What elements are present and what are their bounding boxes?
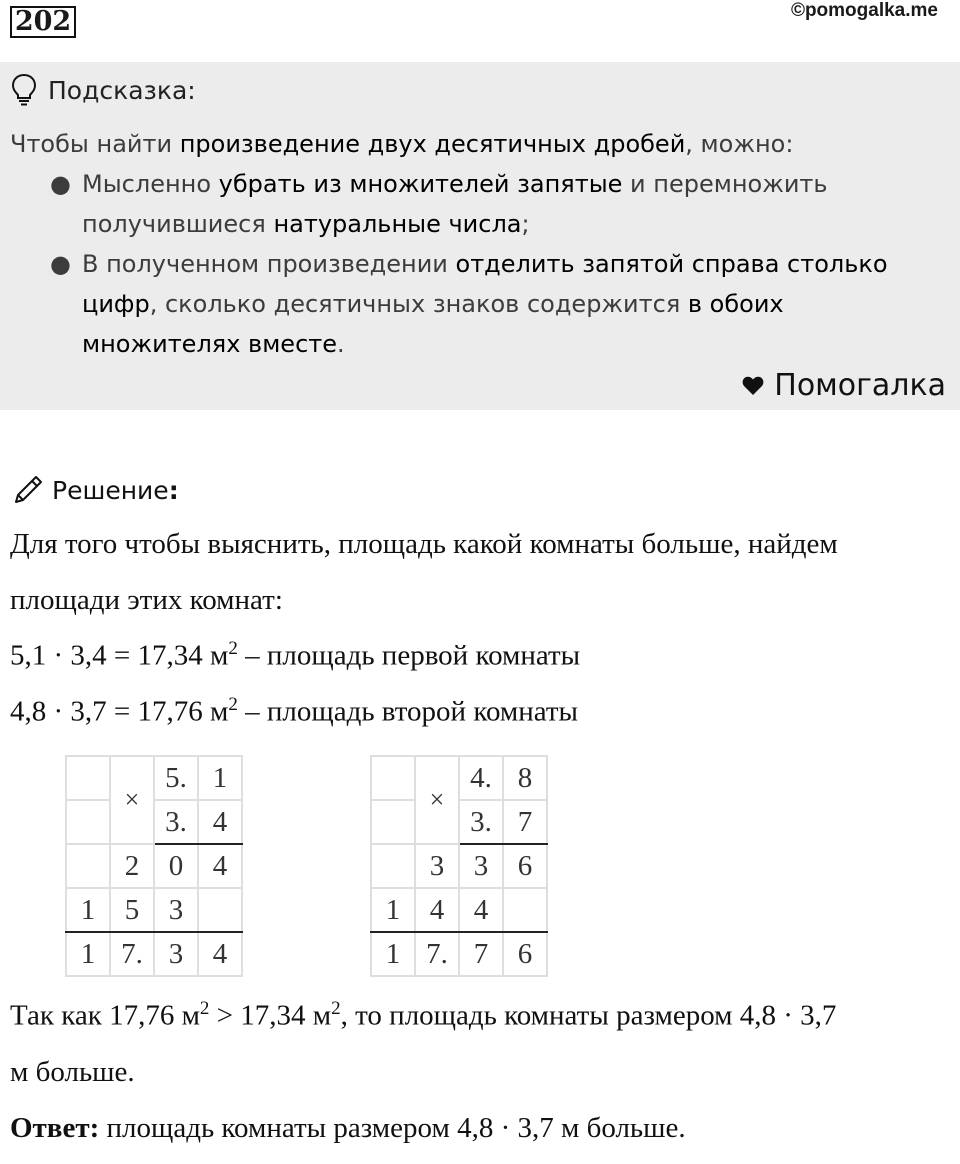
bullet2-line3: множителях вместе. (82, 330, 345, 358)
lightbulb-icon (10, 73, 38, 107)
heart-icon (742, 376, 764, 396)
multiply-sign: × (110, 756, 154, 844)
hint-title (10, 70, 196, 110)
solution-para-line2: площади этих комнат: (10, 584, 283, 616)
site-watermark: ©pomogalka.me (790, 0, 938, 21)
conclusion-line1: Так как 17,76 $м^2 > 17,34$ $м^2$, то площадь комнаты размером 4,8 · 3,7 (10, 998, 837, 1032)
conclusion-line2: м больше. (10, 1056, 135, 1088)
answer-label: Ответ: (10, 1112, 100, 1144)
hint-intro: Чтобы найти произведение двух десятичных дробей, можно: (10, 130, 794, 158)
equation-2: 4,8 · 3,7 = 17,76 $м^2$ – площадь второй комнаты (10, 694, 579, 728)
multiplication-table-1: × 5. 1 3. 4 2 0 4 1 5 3 1 7. 3 4 (65, 755, 243, 977)
multiplication-table-2: × 4. 8 3. 7 3 3 6 1 4 4 1 7. 7 6 (370, 755, 548, 977)
solution-para-line1: Для того чтобы выяснить, площадь какой комнаты больше, найдем (10, 528, 838, 560)
solution-title: Решение : (10, 470, 179, 510)
bullet1-line2: получившиеся натуральные числа; (82, 210, 530, 238)
hint-box (0, 62, 960, 410)
multiply-sign: × (415, 756, 459, 844)
bullet2-line1: В полученном произведении отделить запятой справа столько (82, 250, 888, 278)
answer: Ответ: площадь комнаты размером 4,8 · 3,7 м больше. (10, 1112, 686, 1144)
brand-text: Помогалка (774, 368, 946, 403)
pencil-icon (10, 472, 46, 508)
bullet-dot: ● (50, 250, 71, 278)
bullet1-line1: Мысленно убрать из множителей запятые и перемножить (82, 170, 828, 198)
hint-title-text: Подсказка: (48, 75, 196, 105)
problem-number: 202 (10, 6, 76, 38)
solution-title-text: Решение (52, 475, 169, 505)
bullet2-line2: цифр, сколько десятичных знаков содержится в обоих (82, 290, 784, 318)
brand (742, 368, 946, 403)
equation-1: 5,1 · 3,4 = 17,34 $м^2$ – площадь первой комнаты (10, 638, 581, 672)
bullet-dot: ● (50, 170, 71, 198)
